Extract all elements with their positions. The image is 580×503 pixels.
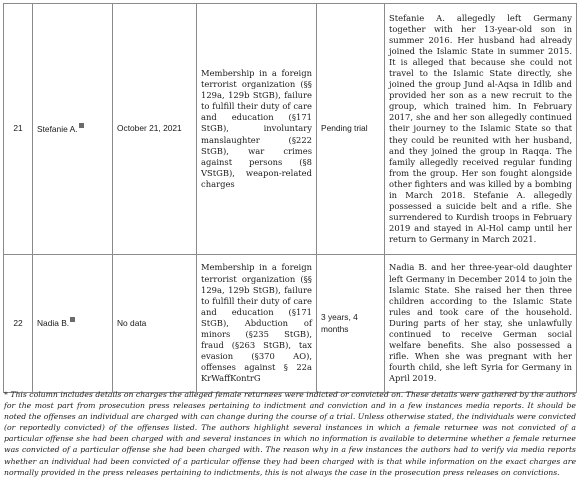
date-cell: No data xyxy=(113,255,197,393)
charges-cell: Membership in a foreign terrorist organization (§§ 129a, 129b StGB), failure to fulfill their duty of care and education (§171 StGB), Abduction of minors (§235 StGB), fraud (§263 StGB), tax evasion (§370 AO), offenses against § 22a KrWaffKontrG xyxy=(197,255,317,393)
person-name: Nadia B. xyxy=(37,318,70,329)
note-marker-icon xyxy=(70,317,75,322)
person-name-cell xyxy=(33,4,113,255)
table-footnote: * This column includes details on charges the alleged female returnees were indicted or convicted on. These details were gathered by the authors for the most part from prosecution press releases pertaining to indictment and conviction and in a few instances media reports. It should be noted the offenses an individual are charged with can change during the course of a trial. Unless otherwise stated, the individuals were convicted (or reportedly convicted) of the offenses listed. The authors highlight several instances in which a female returnee was not convicted of a particular offense she had been charged with and several instances in which no information is available to determine whether a female returnee was convicted of a particular offense she had been charged with. The reason why in a few instances the authors had to verify via media reports whether an individual had been convicted of a particular offense they had been charged with is that while information on the exact charges are normally provided in the press releases pertaining to indictments, this is not always the case in the prosecution press releases on convictions. xyxy=(4,390,576,477)
description-cell: Nadia B. and her three-year-old daughter left Germany in December 2014 to join the Islamic State. She raised her then three children according to the Islamic State rules and took care of the household. During parts of her stay, she unlawfully continued to receive German social welfare benefits. She also possessed a rifle. When she was pregnant with her fourth child, she left Syria for Germany in April 2019. xyxy=(385,255,577,393)
person-name-cell xyxy=(33,255,113,393)
row-number: 21 xyxy=(4,4,33,255)
table-row xyxy=(4,4,577,255)
outcome-cell: 3 years, 4 months xyxy=(317,255,385,393)
date-cell: October 21, 2021 xyxy=(113,4,197,255)
note-marker-icon xyxy=(79,123,84,128)
outcome-cell: Pending trial xyxy=(317,4,385,255)
description-cell: Stefanie A. allegedly left Germany together with her 13-year-old son in summer 2016. Her husband had already joined the Islamic State in summer 2015. It is alleged that because she could not travel to the Islamic State directly, she joined the group Jund al-Aqsa in Idlib and provided her son as a new recruit to the group, which trained him. In February 2017, she and her son allegedly continued their journey to the Islamic State so that they could be reunited with her husband, and they joined the group in Raqqa. The family allegedly received regular funding from the group. Her son fought alongside other fighters and was killed by a bombing in March 2018. Stefanie A. allegedly possessed a suicide belt and a rifle. She surrendered to Kurdish troops in February 2019 and stayed in Al-Hol camp until her return to Germany in March 2021. xyxy=(385,4,577,255)
person-name: Stefanie A. xyxy=(37,123,78,134)
row-number: 22 xyxy=(4,255,33,393)
returnees-table xyxy=(3,3,577,393)
charges-cell: Membership in a foreign terrorist organization (§§ 129a, 129b StGB), failure to fulfill their duty of care and education (§171 StGB), involuntary manslaughter (§222 StGB), war crimes against persons (§8 VStGB), weapon-related charges xyxy=(197,4,317,255)
table-row xyxy=(4,255,577,393)
